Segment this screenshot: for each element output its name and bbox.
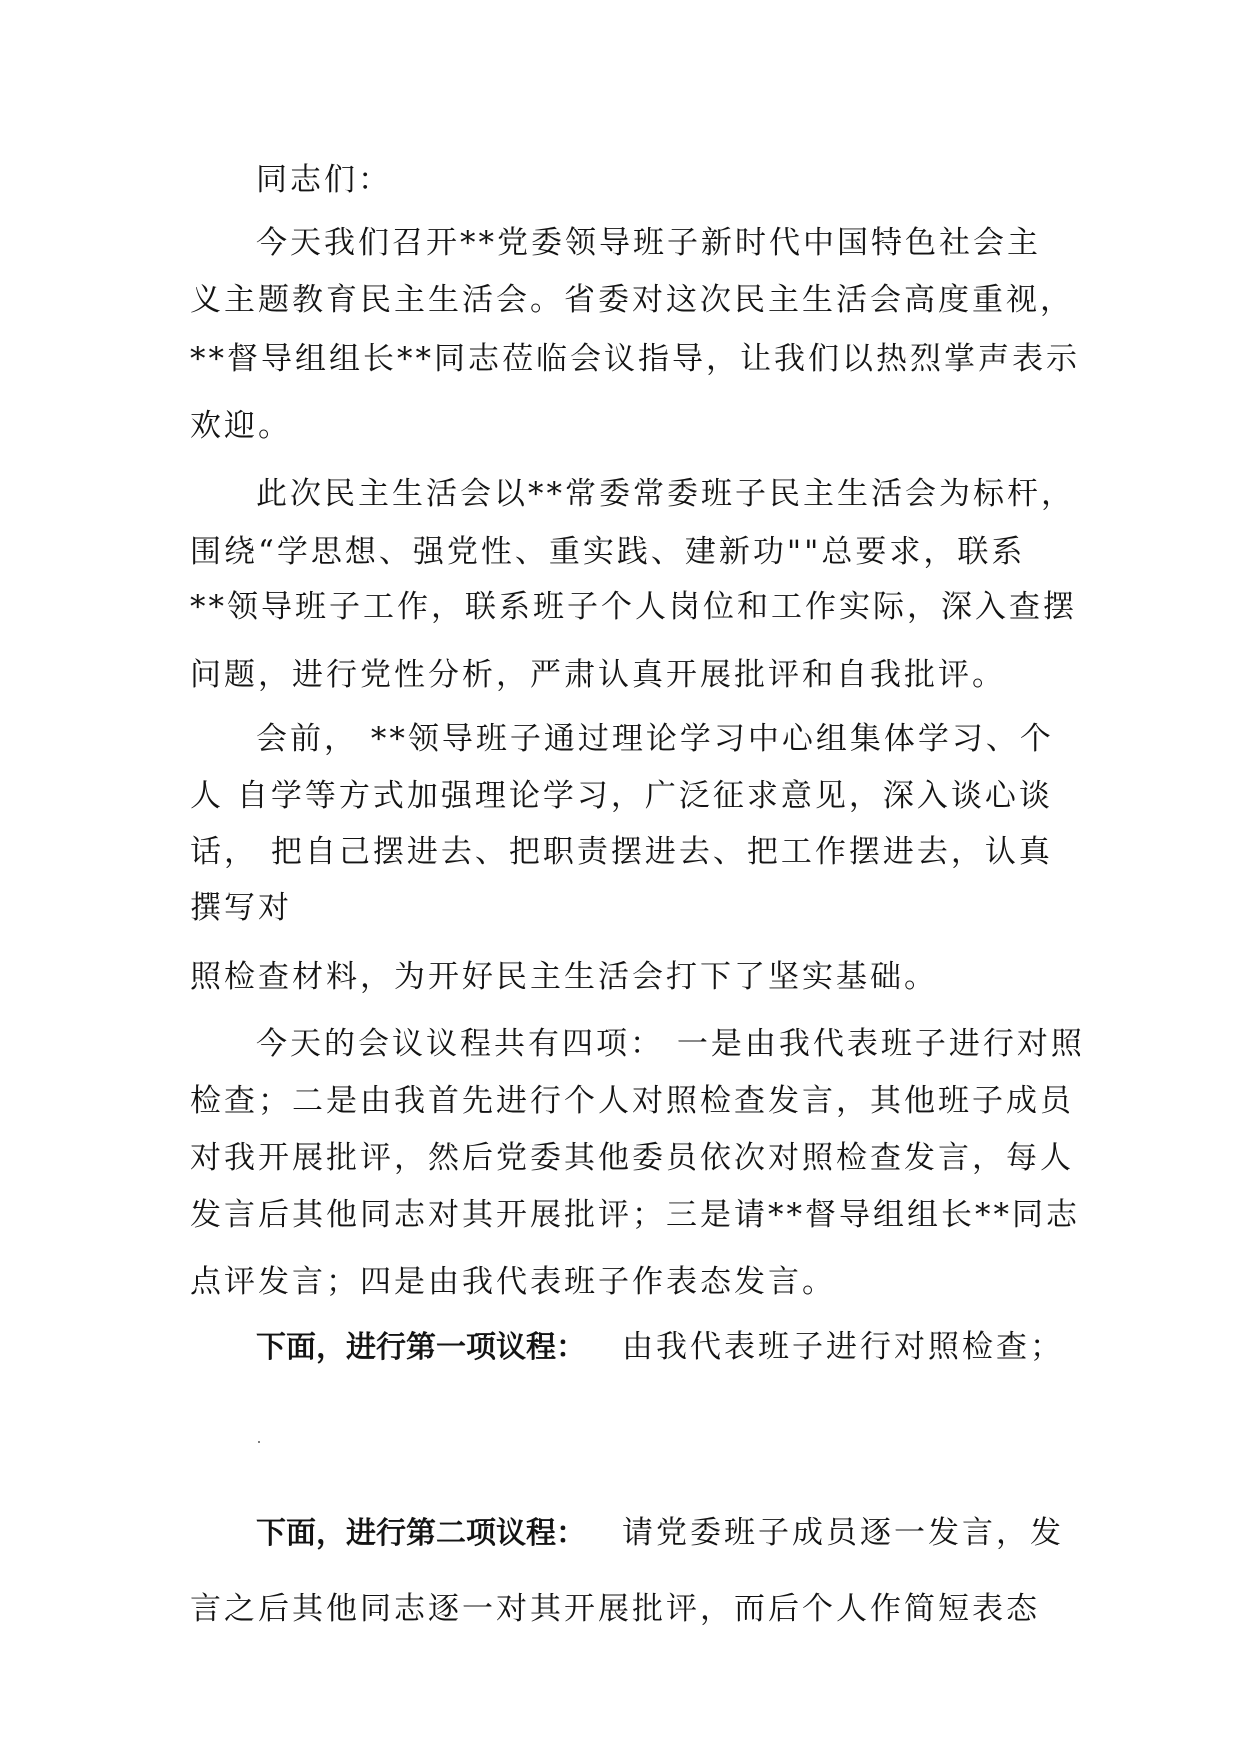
agenda-item-2-text-line-1: 请党委班子成员逐一发言，发 <box>622 1515 1064 1551</box>
paragraph-3-line-1: 会前， **领导班子通过理论学习中心组集体学习、个 <box>256 721 1054 757</box>
paragraph-4-line-2: 检查；二是由我首先进行个人对照检查发言，其他班子成员 <box>190 1083 1074 1119</box>
paragraph-2-line-4: 问题，进行党性分析，严肃认真开展批评和自我批评。 <box>190 657 1006 693</box>
paragraph-2-line-2: 围绕“学思想、强党性、重实践、建新功""总要求，联系 <box>190 534 1026 570</box>
paragraph-2-line-1: 此次民主生活会以**常委常委班子民主生活会为标杆， <box>256 476 1075 512</box>
paragraph-3-line-5: 照检查材料，为开好民主生活会打下了坚实基础。 <box>190 959 938 995</box>
salutation: 同志们： <box>256 162 392 198</box>
paragraph-1-line-1: 今天我们召开**党委领导班子新时代中国特色社会主 <box>256 225 1041 261</box>
agenda-item-2 <box>256 1511 1064 1555</box>
agenda-item-1-text: 由我代表班子进行对照检查； <box>622 1329 1064 1365</box>
agenda-item-1 <box>256 1325 1064 1369</box>
paragraph-4-line-4: 发言后其他同志对其开展批评；三是请**督导组组长**同志 <box>190 1197 1080 1233</box>
paragraph-4-line-3: 对我开展批评，然后党委其他委员依次对照检查发言，每人 <box>190 1140 1074 1176</box>
paragraph-4-line-1: 今天的会议议程共有四项： 一是由我代表班子进行对照 <box>256 1026 1085 1062</box>
paragraph-3-line-2: 人 自学等方式加强理论学习，广泛征求意见，深入谈心谈 <box>190 778 1053 814</box>
agenda-item-2-heading: 下面，进行第二项议程： <box>256 1516 586 1551</box>
paragraph-1-line-3: **督导组组长**同志莅临会议指导，让我们以热烈掌声表示 <box>190 341 1080 377</box>
agenda-item-2-text-line-2: 言之后其他同志逐一对其开展批评，而后个人作简短表态 <box>190 1591 1040 1627</box>
agenda-item-1-heading: 下面，进行第一项议程： <box>256 1330 586 1365</box>
stray-dot-mark <box>258 1441 260 1443</box>
paragraph-1-line-4: 欢迎。 <box>190 408 292 444</box>
paragraph-2-line-3: **领导班子工作，联系班子个人岗位和工作实际，深入查摆 <box>190 589 1077 625</box>
paragraph-3-line-3: 话， 把自己摆进去、把职责摆进去、把工作摆进去，认真 <box>190 834 1053 870</box>
paragraph-3-line-4: 撰写对 <box>190 890 292 926</box>
paragraph-4-line-5: 点评发言；四是由我代表班子作表态发言。 <box>190 1264 836 1300</box>
paragraph-1-line-2: 义主题教育民主生活会。省委对这次民主生活会高度重视， <box>190 282 1074 318</box>
